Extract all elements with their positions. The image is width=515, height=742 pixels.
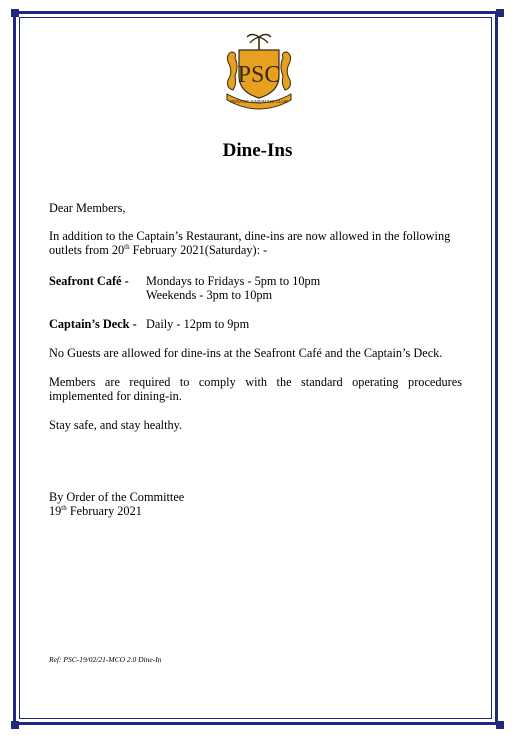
intro-line-1: In addition to the Captain’s Restaurant, dine-ins are now allowed in the following xyxy=(49,229,451,243)
seafront-hours-weekends: Weekends - 3pm to 10pm xyxy=(146,288,273,302)
seahorse-right-icon xyxy=(281,52,291,90)
closing-line: Stay safe, and stay healthy. xyxy=(49,418,183,432)
club-logo xyxy=(217,30,301,112)
seafront-hours-weekdays: Mondays to Fridays - 5pm to 10pm xyxy=(146,274,321,288)
salutation: Dear Members, xyxy=(49,201,126,215)
seafront-label: Seafront Café - xyxy=(49,274,129,288)
intro-paragraph xyxy=(49,229,462,257)
seahorse-left-icon xyxy=(227,52,237,90)
reference-code: Ref: PSC-19/02/21-MCO 2.0 Dine-In xyxy=(49,655,162,664)
intro-line-2: outlets from 20th February 2021(Saturday): - xyxy=(49,243,268,257)
page-title: Dine-Ins xyxy=(222,140,293,161)
captains-deck-label: Captain’s Deck - xyxy=(49,317,137,331)
svg-text:PSC: PSC xyxy=(237,62,281,88)
logo-banner-text: PENANG SWIMMING CLUB xyxy=(230,99,288,104)
signoff-date: 19th February 2021 xyxy=(49,504,142,518)
palm-tree-icon xyxy=(247,35,271,53)
border-corner xyxy=(11,9,19,17)
sop-note: Members are required to comply with the standard operating procedures implemented for dining-in. xyxy=(49,375,462,403)
page-border-inner xyxy=(19,17,492,719)
border-corner xyxy=(496,721,504,729)
border-corner xyxy=(11,721,19,729)
guests-note: No Guests are allowed for dine-ins at the Seafront Café and the Captain’s Deck. xyxy=(49,346,443,360)
captains-deck-hours: Daily - 12pm to 9pm xyxy=(146,317,250,331)
signoff-committee: By Order of the Committee xyxy=(49,490,185,504)
border-corner xyxy=(496,9,504,17)
